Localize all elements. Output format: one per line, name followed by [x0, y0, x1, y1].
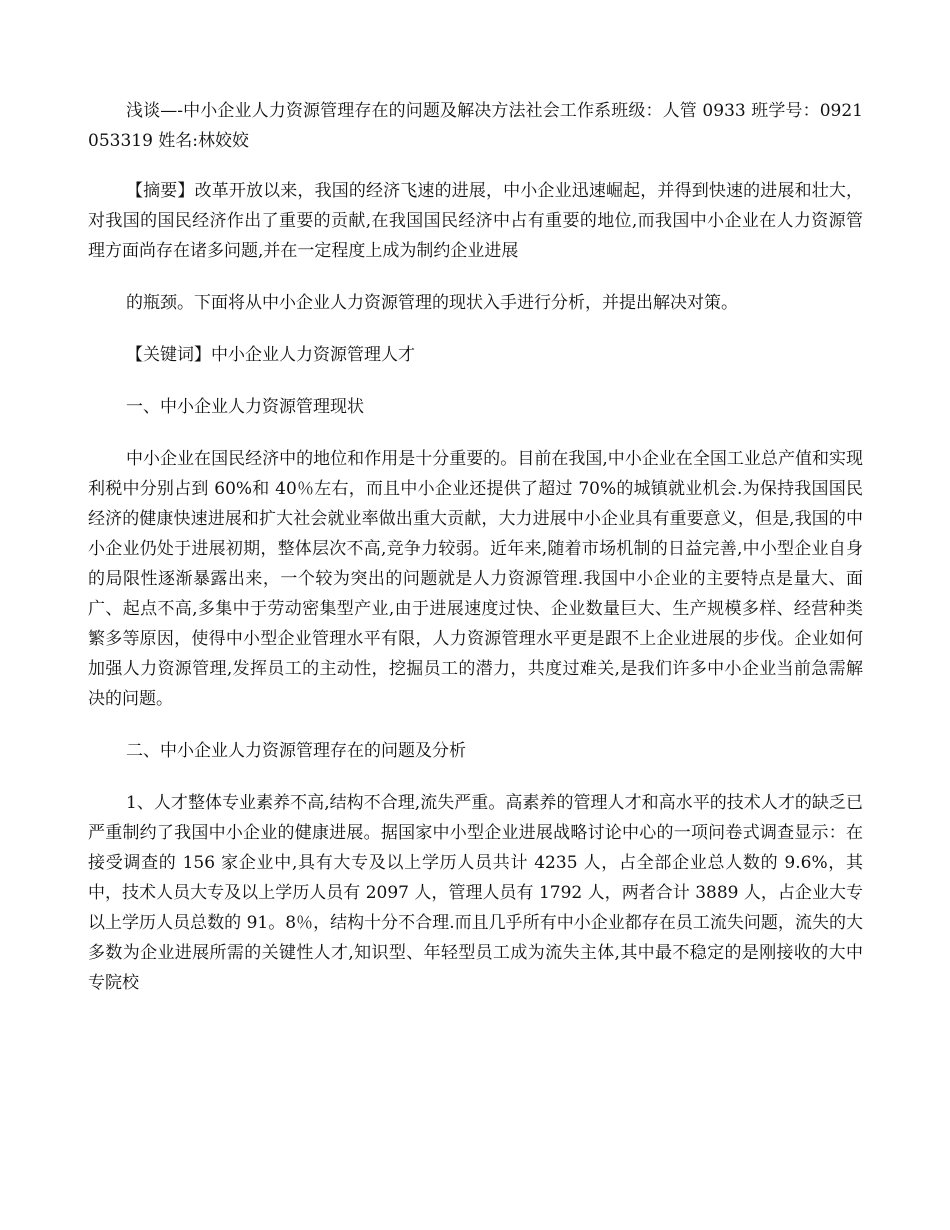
section1-heading: 一、中小企业人力资源管理现状: [126, 397, 364, 417]
keywords-line: 【关键词】中小企业人力资源管理人才: [126, 345, 415, 365]
section2-heading: 二、中小企业人力资源管理存在的问题及分析: [126, 741, 466, 761]
abstract-continuation: 的瓶颈。下面将从中小企业人力资源管理的现状入手进行分析，并提出解决对策。: [126, 293, 738, 313]
abstract-paragraph: 【摘要】改革开放以来，我国的经济飞速的进展，中小企业迅速崛起，并得到快速的进展和壮大，对我国的国民经济作出了重要的贡献,在我国国民经济中占有重要的地位,而我国中小企业在人力资源管理方面尚存在诸多问题,并在一定程度上成为制约企业进展: [88, 181, 863, 261]
section2-item1: 1、人才整体专业素养不高,结构不合理,流失严重。高素养的管理人才和高水平的技术人才的缺乏已严重制约了我国中小企业的健康进展。据国家中小型企业进展战略讨论中心的一项问卷式调查显示：在接受调查的 156 家企业中,具有大专及以上学历人员共计 4235 人，占全部企业总人数的 9.6%，其中，技术人员大专及以上学历人员有 2097 人，管理人员有 1792 人，两者合计 3889 人，占企业大专以上学历人员总数的 91。8％，结构十分不合理.而且几乎所有中小企业都存在员工流失问题，流失的大多数为企业进展所需的关键性人才,知识型、年轻型员工成为流失主体,其中最不稳定的是刚接收的大中专院校: [88, 793, 863, 993]
section1-body: 中小企业在国民经济中的地位和作用是十分重要的。目前在我国,中小企业在全国工业总产值和实现利税中分别占到 60%和 40％左右，而且中小企业还提供了超过 70%的城镇就业机会.为保持我国国民经济的健康快速进展和扩大社会就业率做出重大贡献，大力进展中小企业具有重要意义，但是,我国的中小企业仍处于进展初期，整体层次不高,竞争力较弱。近年来,随着市场机制的日益完善,中小型企业自身的局限性逐渐暴露出来，一个较为突出的问题就是人力资源管理.我国中小企业的主要特点是量大、面广、起点不高,多集中于劳动密集型产业,由于进展速度过快、企业数量巨大、生产规模多样、经营种类繁多等原因，使得中小型企业管理水平有限，人力资源管理水平更是跟不上企业进展的步伐。企业如何加强人力资源管理,发挥员工的主动性，挖掘员工的潜力，共度过难关,是我们许多中小企业当前急需解决的问题。: [88, 449, 863, 709]
title-line: 浅谈—-中小企业人力资源管理存在的问题及解决方法社会工作系班级：人管 0933 班学号：0921053319 姓名:林姣姣: [88, 101, 863, 151]
document-page: [88, 96, 863, 998]
